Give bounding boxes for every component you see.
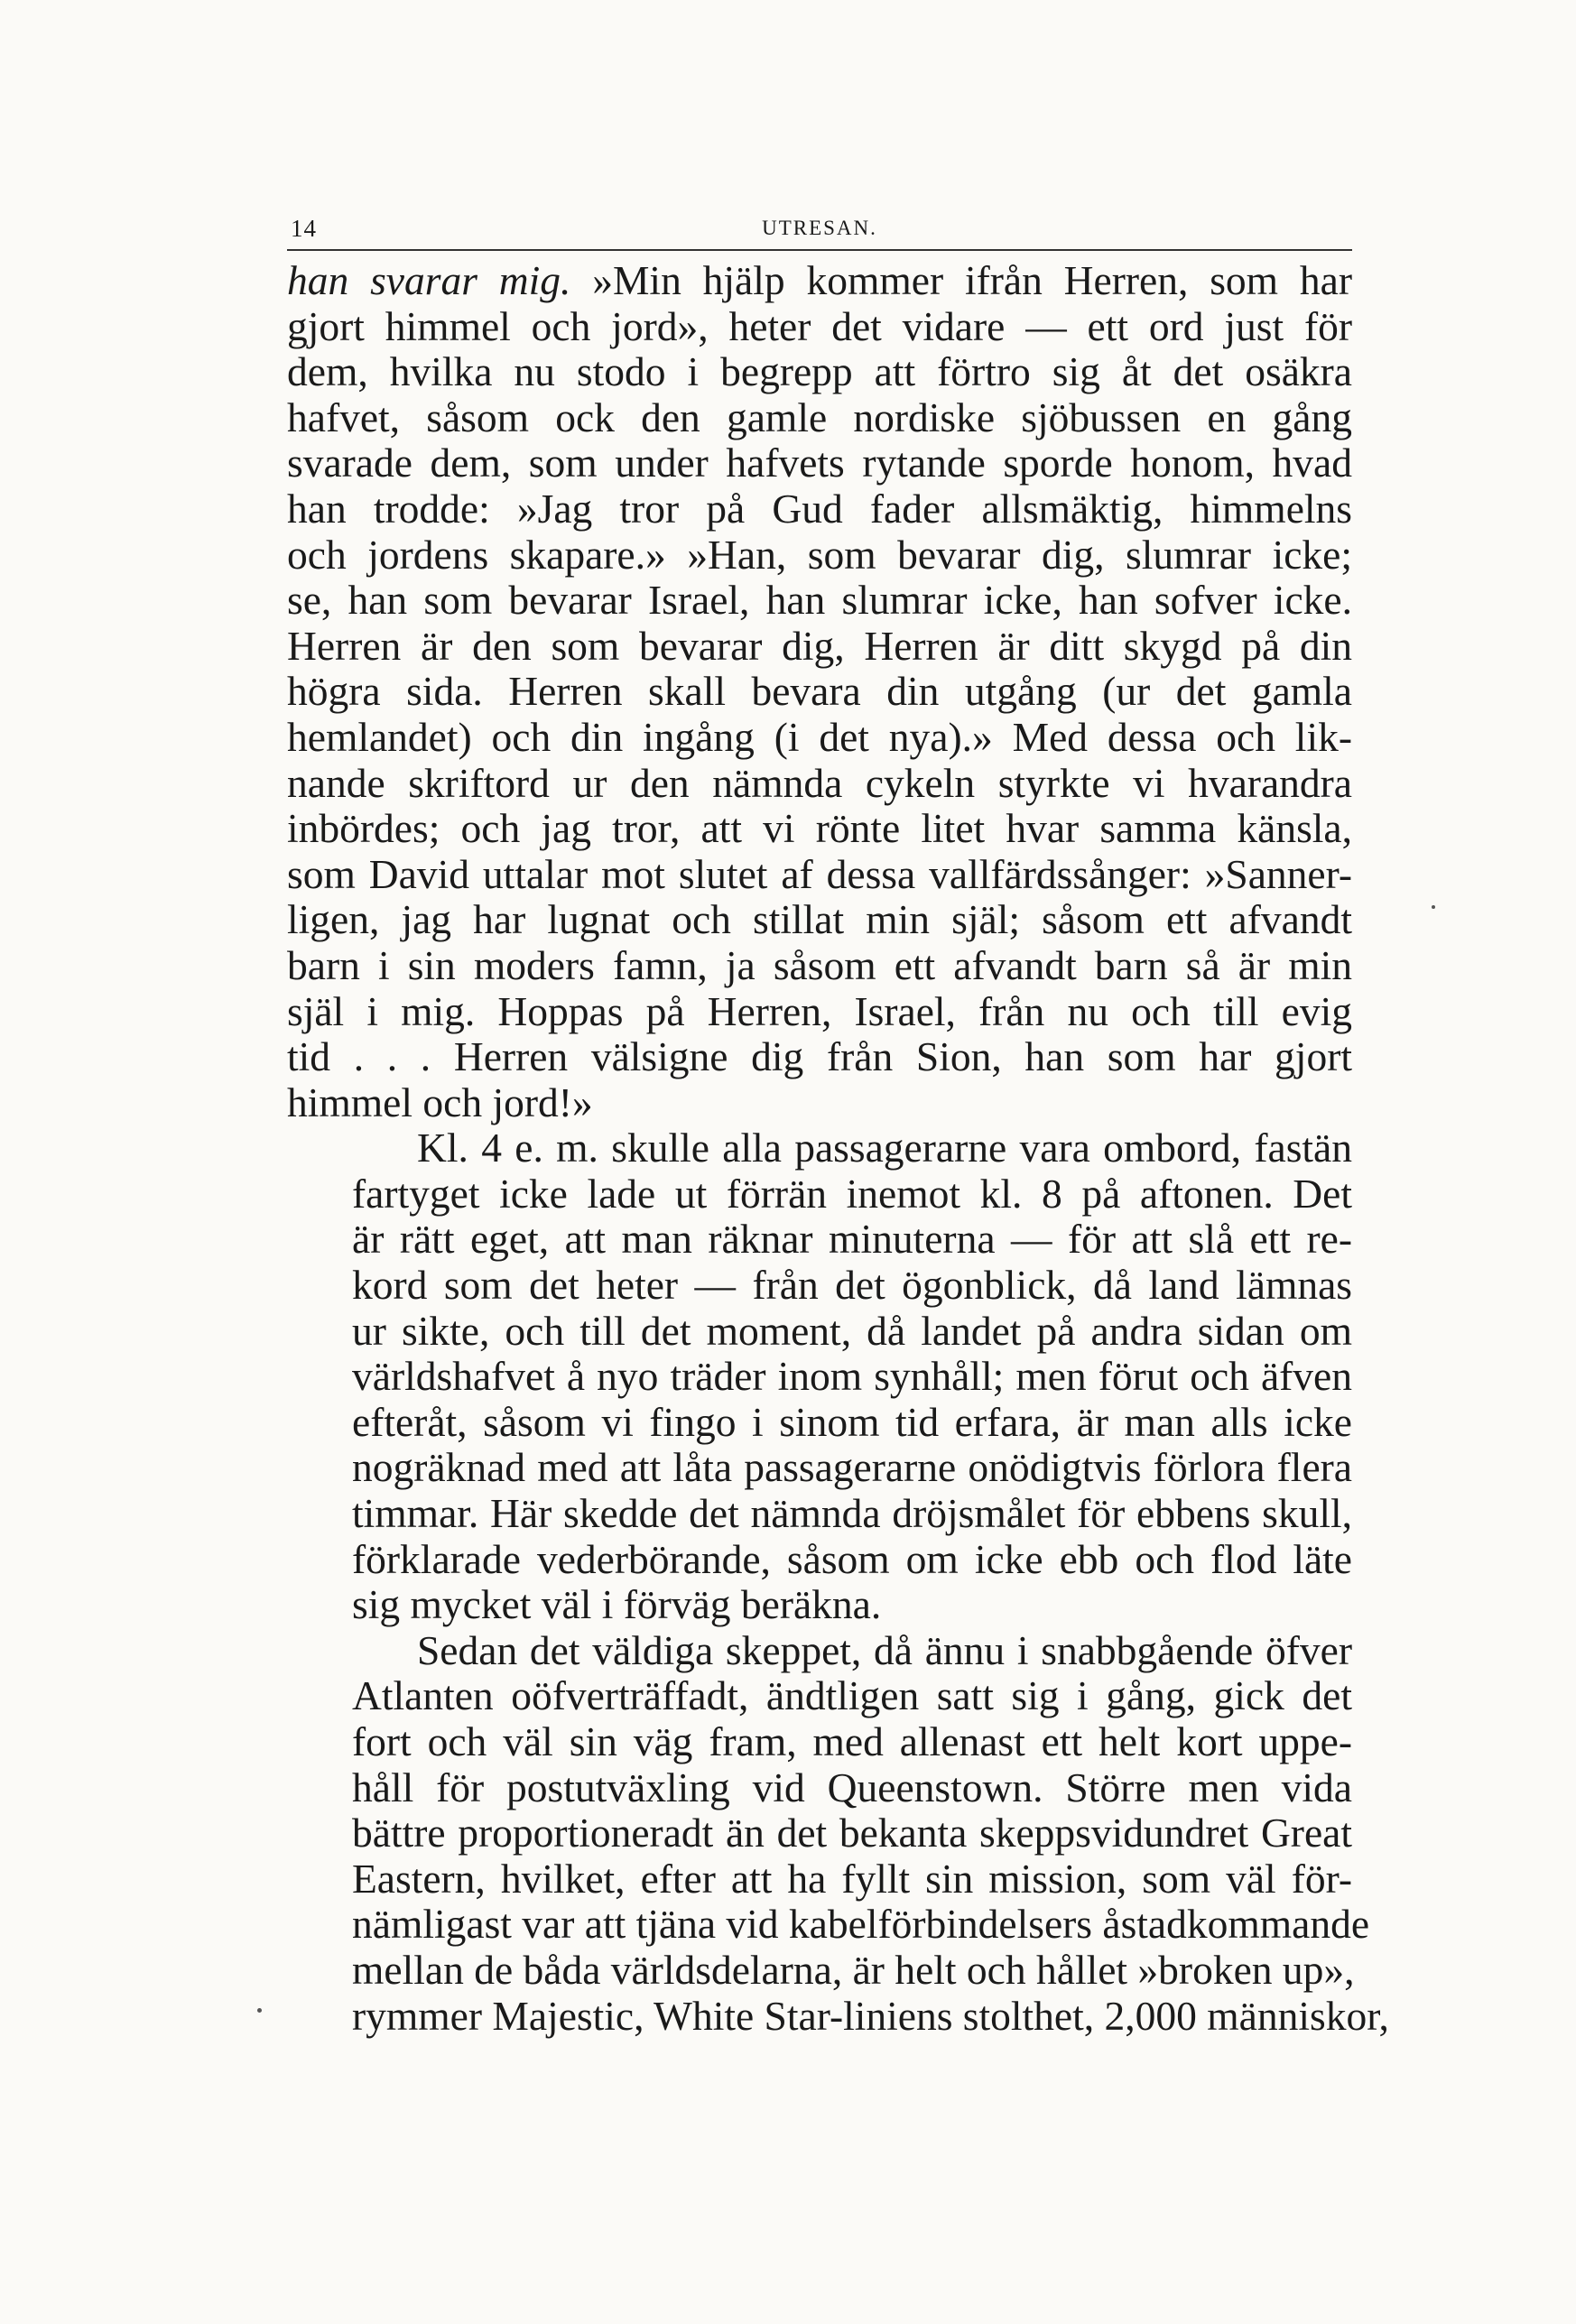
text-line [287,1719,1352,1765]
text-line [287,1992,1389,2040]
line-text: världshafvet å nyo träder inom synhåll; men förut och äfven [352,1353,1352,1400]
page-number: 14 [291,215,317,242]
line-text: timmar. Här skedde det nämnda dröjsmålet för ebbens skull, [352,1490,1352,1537]
paragraph [287,1626,1389,2039]
text-line [287,532,1352,579]
text-line [287,1217,1352,1263]
line-text: Herren är den som bevarar dig, Herren är ditt skygd på din [287,622,1352,669]
line-text: fort och väl sin väg fram, med allenast ett helt kort uppe- [352,1718,1352,1764]
text-line [287,258,1352,304]
line-text: se, han som bevarar Israel, han slumrar icke, han sofver icke. [287,577,1352,624]
paragraph [287,258,1352,1125]
text-line [287,1491,1352,1537]
text-line [287,395,1352,441]
italic-phrase: han svarar mig. [287,257,571,303]
text-line [287,1034,1352,1080]
line-text: dem, hvilka nu stodo i begrepp att förtro sig åt det osäkra [287,348,1352,395]
text-line [287,1400,1352,1446]
text-line [287,852,1352,898]
text-line [287,1080,1352,1126]
line-text: nämligast var att tjäna vid kabelförbindelsers åstadkommande [352,1901,1370,1948]
text-line [287,1765,1352,1811]
line-text: själ i mig. Hoppas på Herren, Israel, från nu och till evig [287,987,1352,1034]
line-text: sig mycket väl i förväg beräkna. [352,1581,882,1628]
text-line [287,806,1352,852]
line-text: förklarade vederbörande, såsom om icke ebb och flod läte [352,1535,1352,1582]
line-text: svarade dem, som under hafvets rytande sporde honom, hvad [287,440,1352,486]
line-text: kord som det heter — från det ögonblick, då land lämnas [352,1262,1352,1309]
line-text: efteråt, såsom vi fingo i sinom tid erfara, är man alls icke [352,1398,1352,1445]
text-line [287,1856,1352,1903]
line-text: hemlandet) och din ingång (i det nya).» Med dessa och lik- [287,713,1352,760]
text-line [287,1354,1352,1400]
line-text: ur sikte, och till det moment, då landet på andra sidan om [352,1307,1352,1354]
print-speck [257,2008,262,2013]
text-line [287,989,1352,1035]
line-text: bättre proportioneradt än det bekanta skeppsvidundret Great [352,1810,1352,1856]
text-line [287,897,1352,943]
text-line [287,304,1352,350]
line-text: och jordens skapare.» »Han, som bevarar dig, slumrar icke; [287,531,1352,578]
text-line [287,1628,1352,1674]
line-text: hafvet, såsom ock den gamle nordiske sjöbussen en gång [287,394,1352,440]
line-text: fartyget icke lade ut förrän inemot kl. 8 på aftonen. Det [352,1170,1352,1217]
text-line [287,1901,1370,1948]
text-line [287,943,1352,989]
text-line [287,1537,1352,1583]
line-text: »Min hjälp kommer ifrån Herren, som har [570,257,1352,303]
text-line [287,578,1352,624]
line-text: ligen, jag har lugnat och stillat min själ; såsom ett afvandt [287,896,1352,943]
line-text: barn i sin moders famn, ja såsom ett afvandt barn så är min [287,941,1352,988]
line-text: gjort himmel och jord», heter det vidare — ett ord just för [287,302,1352,349]
header-title: UTRESAN. [762,217,877,239]
text-line [287,1263,1352,1309]
line-text: Eastern, hvilket, efter att ha fyllt sin mission, som väl för- [352,1855,1352,1902]
text-line [287,715,1352,761]
text-line [287,349,1352,395]
line-text: Sedan det väldiga skeppet, då ännu i snabbgående öfver [417,1626,1352,1673]
text-line [287,761,1352,807]
line-text: Kl. 4 e. m. skulle alla passagerarne vara ombord, fastän [417,1125,1352,1171]
text-line [287,1125,1352,1171]
line-text: nande skriftord ur den nämnda cykeln styrkte vi hvarandra [287,759,1352,806]
line-text: inbördes; och jag tror, att vi rönte litet hvar samma känsla, [287,805,1352,852]
text-line [287,1810,1352,1856]
line-text: som David uttalar mot slutet af dessa vallfärdssånger: »Sanner- [287,850,1352,897]
text-line [287,1673,1352,1719]
line-text: högra sida. Herren skall bevara din utgång (ur det gamla [287,668,1352,715]
line-text: han trodde: »Jag tror på Gud fader allsmäktig, himmelns [287,485,1352,532]
text-line [287,440,1352,486]
text-line [287,1582,1352,1628]
text-line [287,1946,1355,1994]
text-line [287,669,1352,715]
body-text [287,257,1389,2039]
line-text: mellan de båda världsdelarna, är helt och hållet »broken up», [352,1946,1355,1993]
line-text: nogräknad med att låta passagerarne onödigtvis förlora flera [352,1444,1352,1491]
print-speck [1432,905,1435,909]
text-line [287,624,1352,670]
line-text: tid . . . Herren välsigne dig från Sion, han som har gjort [287,1033,1352,1080]
paragraph [287,1125,1352,1628]
line-text: himmel och jord!» [287,1079,593,1125]
text-line [287,1445,1352,1491]
text-line [287,486,1352,532]
text-line [287,1309,1352,1355]
book-page [287,209,1389,2039]
text-line [287,1171,1352,1218]
line-text: Atlanten oöfverträffadt, ändtligen satt sig i gång, gick det [352,1672,1352,1719]
running-head [287,209,1352,251]
line-text: håll för postutväxling vid Queenstown. Större men vida [352,1764,1352,1810]
line-text: är rätt eget, att man räknar minuterna — för att slå ett re- [352,1216,1352,1263]
line-text: rymmer Majestic, White Star-liniens stolthet, 2,000 människor, [352,1992,1389,2039]
